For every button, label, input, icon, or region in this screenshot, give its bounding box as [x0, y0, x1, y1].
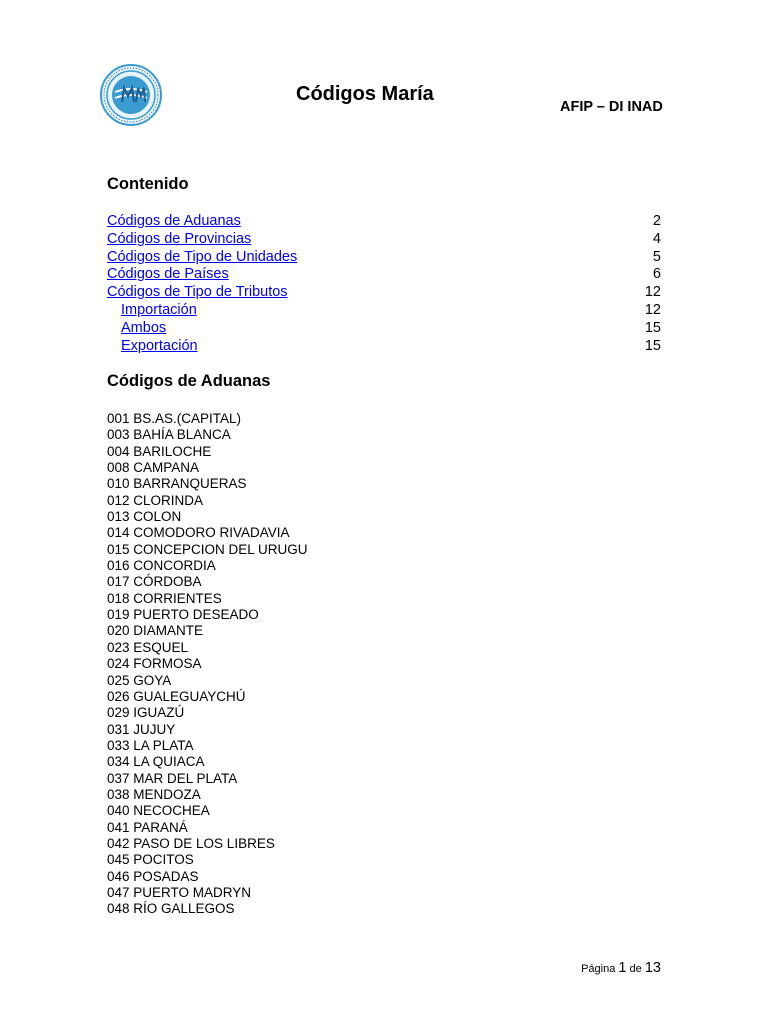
toc-page-number: 5 — [652, 248, 661, 265]
list-item: 038 MENDOZA — [107, 786, 201, 802]
toc-item — [107, 284, 661, 302]
list-item: 010 BARRANQUERAS — [107, 476, 247, 492]
toc-page-number: 12 — [644, 301, 661, 318]
list-item: 003 BAHÍA BLANCA — [107, 427, 231, 443]
list-item: 042 PASO DE LOS LIBRES — [107, 835, 275, 851]
list-item: 001 BS.AS.(CAPITAL) — [107, 411, 242, 426]
list-item: 040 NECOCHEA — [107, 803, 210, 819]
toc-link-exportacion[interactable]: Exportación — [121, 337, 198, 354]
toc-page-number: 4 — [652, 230, 661, 247]
toc-item — [107, 231, 661, 249]
section-heading: Códigos de Aduanas — [107, 372, 271, 390]
organization-label: AFIP – DI INAD — [560, 99, 663, 115]
toc-subitem — [107, 320, 661, 338]
list-item: 046 POSADAS — [107, 868, 199, 884]
list-item: 004 BARILOCHE — [107, 443, 212, 459]
list-item: 034 LA QUIACA — [107, 754, 205, 770]
toc-page-number: 12 — [644, 284, 661, 301]
list-item: 019 PUERTO DESEADO — [107, 607, 259, 623]
list-item: 017 CÓRDOBA — [107, 574, 202, 590]
list-item: 008 CAMPANA — [107, 460, 200, 476]
customs-code-list — [107, 411, 308, 918]
list-item: 014 COMODORO RIVADAVIA — [107, 525, 290, 541]
list-item: 016 CONCORDIA — [107, 558, 216, 574]
toc-link-paises[interactable]: Códigos de Países — [107, 266, 229, 283]
of-label: de — [629, 963, 642, 975]
toc-page-number: 15 — [644, 319, 661, 336]
table-of-contents — [107, 213, 661, 355]
toc-item — [107, 249, 661, 267]
list-item: 026 GUALEGUAYCHÚ — [107, 688, 246, 704]
list-item: 037 MAR DEL PLATA — [107, 770, 238, 786]
list-item: 033 LA PLATA — [107, 737, 194, 753]
toc-subitem — [107, 302, 661, 320]
toc-item — [107, 213, 661, 231]
list-item: 024 FORMOSA — [107, 656, 202, 672]
page-footer — [581, 960, 661, 976]
list-item: 048 RÍO GALLEGOS — [107, 901, 235, 917]
list-item: 013 COLON — [107, 509, 182, 525]
toc-heading: Contenido — [107, 175, 189, 193]
list-item: 025 GOYA — [107, 672, 172, 688]
toc-page-number: 2 — [652, 213, 661, 229]
toc-link-provincias[interactable]: Códigos de Provincias — [107, 230, 252, 247]
toc-link-aduanas[interactable]: Códigos de Aduanas — [107, 213, 241, 229]
toc-page-number: 6 — [652, 266, 661, 283]
total-pages: 13 — [644, 960, 661, 976]
toc-link-tipo-tributos[interactable]: Códigos de Tipo de Tributos — [107, 284, 288, 301]
maria-logo-icon — [100, 64, 162, 126]
toc-link-ambos[interactable]: Ambos — [121, 319, 167, 336]
page-label: Página — [581, 963, 616, 975]
list-item: 020 DIAMANTE — [107, 623, 204, 639]
toc-link-tipo-unidades[interactable]: Códigos de Tipo de Unidades — [107, 248, 298, 265]
list-item: 045 POCITOS — [107, 852, 194, 868]
list-item: 041 PARANÁ — [107, 819, 188, 835]
list-item: 023 ESQUEL — [107, 639, 189, 655]
toc-page-number: 15 — [644, 337, 661, 354]
toc-link-importacion[interactable]: Importación — [121, 301, 197, 318]
list-item: 031 JUJUY — [107, 721, 176, 737]
document-title: Códigos María — [296, 83, 434, 105]
list-item: 012 CLORINDA — [107, 492, 204, 508]
list-item: 029 IGUAZÚ — [107, 705, 185, 721]
toc-item — [107, 266, 661, 284]
list-item: 015 CONCEPCION DEL URUGU — [107, 541, 308, 557]
page-number: 1 — [618, 960, 627, 976]
list-item: 047 PUERTO MADRYN — [107, 884, 252, 900]
toc-subitem — [107, 338, 661, 356]
list-item: 018 CORRIENTES — [107, 590, 222, 606]
